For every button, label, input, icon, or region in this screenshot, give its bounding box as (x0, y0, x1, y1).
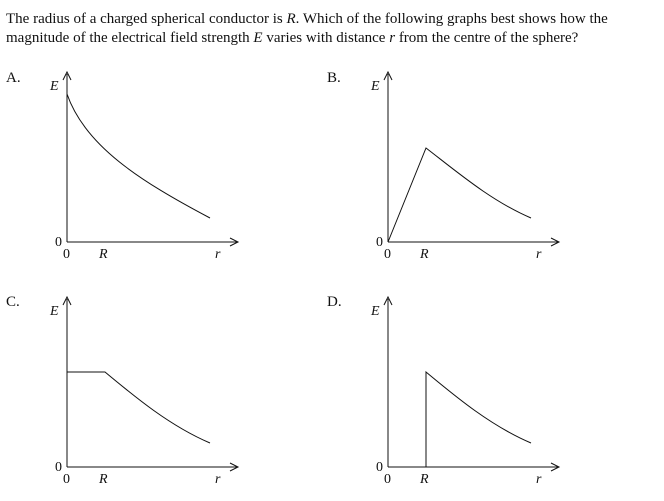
radius-label: R (420, 247, 429, 262)
y-axis-label: E (371, 304, 380, 319)
origin-x-label: 0 (63, 472, 70, 487)
question-text: The radius of a charged spherical conductor is R. Which of the following graphs best shows how the magnitude of the electrical field strength E varies with distance r from the centre of the sphere? (6, 11, 608, 46)
radius-label: R (99, 247, 108, 262)
option-c-label[interactable]: C. (6, 294, 20, 310)
origin-y-label: 0 (376, 235, 383, 250)
x-axis-label: r (536, 472, 542, 487)
origin-x-label: 0 (384, 247, 391, 262)
y-axis-label: E (50, 79, 59, 94)
graph-d (361, 291, 561, 491)
field-curve (67, 372, 210, 443)
option-d-label[interactable]: D. (327, 294, 342, 310)
option-b-label[interactable]: B. (327, 70, 341, 86)
y-axis-label: E (50, 304, 59, 319)
x-axis-label: r (215, 472, 221, 487)
radius-label: R (99, 472, 108, 487)
graph-c (40, 291, 240, 491)
field-curve (388, 148, 531, 242)
field-curve (67, 94, 210, 218)
origin-x-label: 0 (384, 472, 391, 487)
graph-a (40, 66, 240, 266)
graph-b (361, 66, 561, 266)
x-axis-label: r (215, 247, 221, 262)
option-a-label[interactable]: A. (6, 70, 21, 86)
origin-y-label: 0 (55, 460, 62, 475)
y-axis-label: E (371, 79, 380, 94)
field-curve (426, 372, 531, 467)
x-axis-label: r (536, 247, 542, 262)
radius-label: R (420, 472, 429, 487)
origin-y-label: 0 (376, 460, 383, 475)
origin-x-label: 0 (63, 247, 70, 262)
origin-y-label: 0 (55, 235, 62, 250)
